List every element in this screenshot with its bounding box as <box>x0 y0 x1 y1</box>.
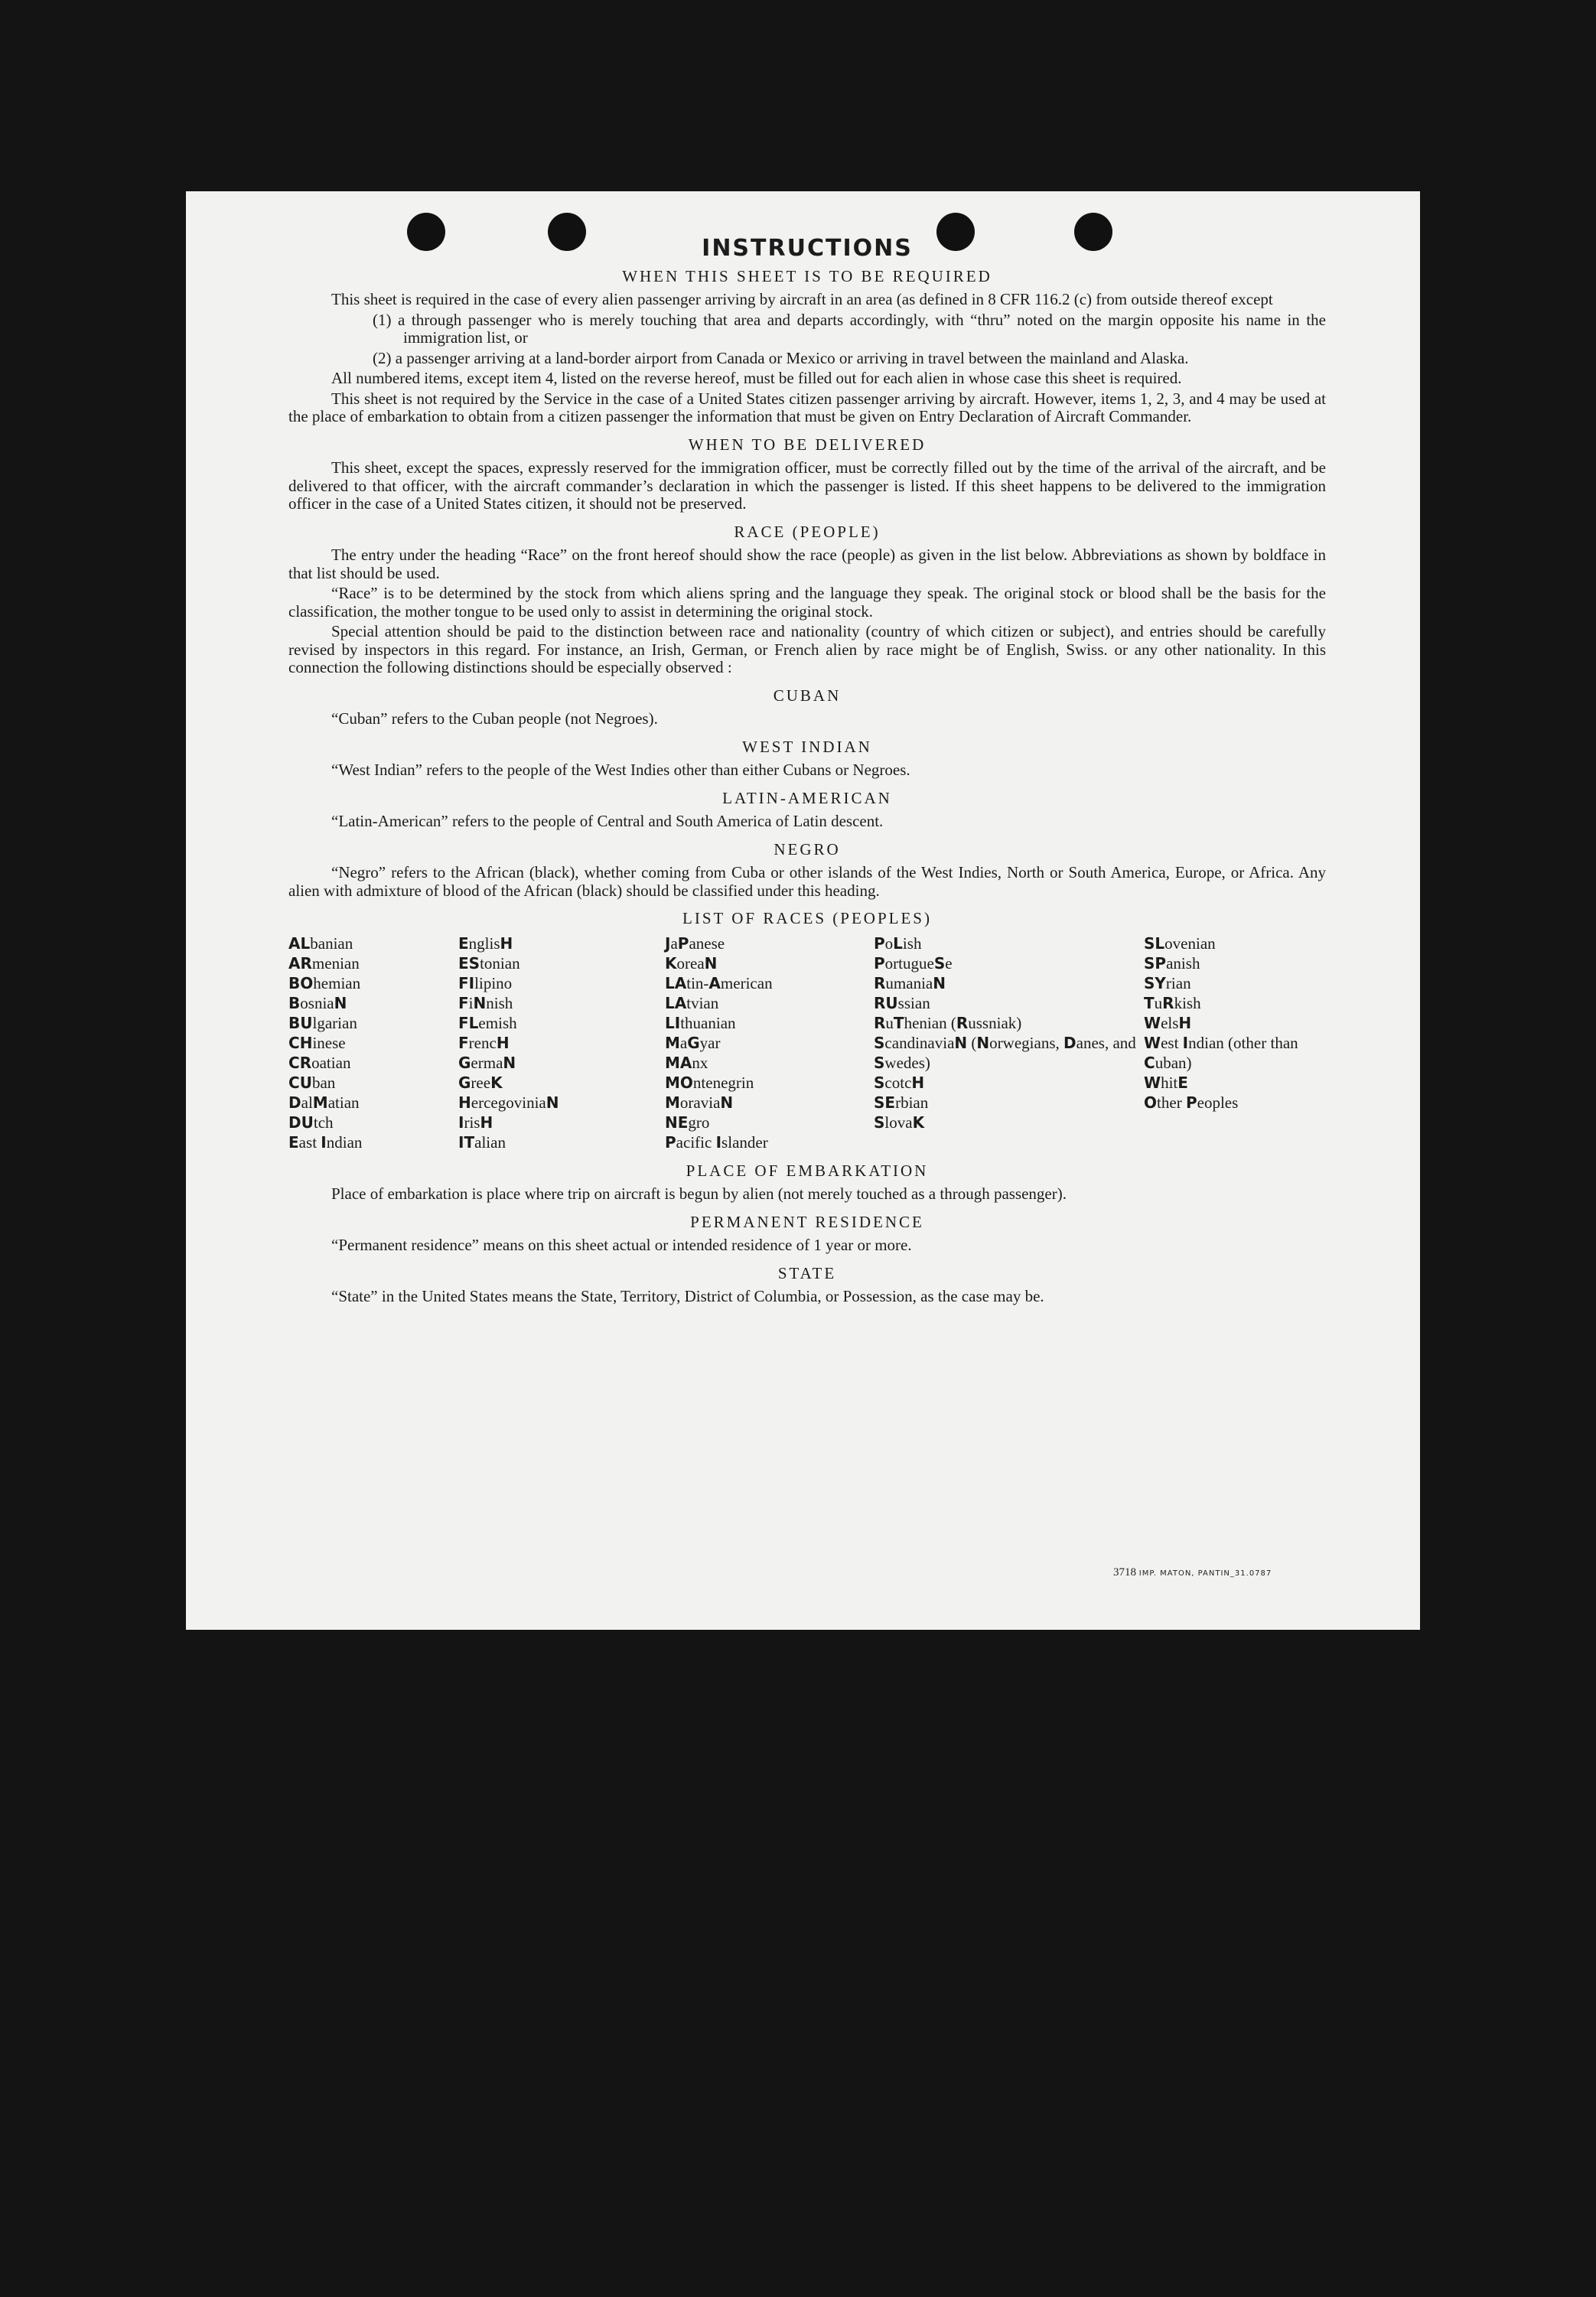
race-entry: KoreaN <box>665 953 718 973</box>
paragraph: “Negro” refers to the African (black), whether coming from Cuba or other islands of the West Indies, North or South America, Europe, or Africa. Any alien with admixture of blood of the African (black) should be classified under this heading. <box>288 863 1326 900</box>
race-entry: BosniaN <box>288 993 347 1012</box>
race-entry: Other Peoples <box>1144 1093 1239 1112</box>
race-entry: SLovenian <box>1144 933 1216 953</box>
section-heading: PERMANENT RESIDENCE <box>690 1212 924 1231</box>
race-entry: DUtch <box>288 1113 334 1132</box>
race-entry: SlovaK <box>874 1113 925 1132</box>
section-heading: LIST OF RACES (PEOPLES) <box>682 909 932 927</box>
race-entry: PortugueSe <box>874 953 953 973</box>
race-entry: GreeK <box>458 1073 503 1092</box>
races-column <box>458 933 665 1152</box>
page-title: INSTRUCTIONS <box>702 235 913 262</box>
race-entry: LAtvian <box>665 993 719 1012</box>
race-entry: EnglisH <box>458 933 513 953</box>
race-entry: RumaniaN <box>874 973 946 992</box>
section-heading: WHEN TO BE DELIVERED <box>688 435 927 454</box>
race-entry: CRoatian <box>288 1053 351 1072</box>
race-entry: SYrian <box>1144 973 1191 992</box>
race-entry: RUssian <box>874 993 930 1012</box>
race-entry: GermaN <box>458 1053 516 1072</box>
paragraph: “Cuban” refers to the Cuban people (not Negroes). <box>331 709 658 728</box>
race-entry: WelsH <box>1144 1013 1192 1032</box>
paragraph: This sheet, except the spaces, expressly reserved for the immigration officer, must be correctly filled out by the time of the arrival of the aircraft, and be delivered to that officer, with the aircraft commander’s declaration in which the passenger is listed. If this sheet happens to be delivered to the immigration officer in the case of a United States citizen, it should not be preserved. <box>288 458 1326 513</box>
paragraph: All numbered items, except item 4, listed on the reverse hereof, must be filled out for each alien in whose case this sheet is required. <box>331 369 1182 387</box>
race-entry: ALbanian <box>288 933 353 953</box>
section-heading: PLACE OF EMBARKATION <box>686 1161 929 1180</box>
section-heading: STATE <box>777 1263 837 1282</box>
race-entry: LIthuanian <box>665 1013 736 1032</box>
paragraph: “Race” is to be determined by the stock from which aliens spring and the language they speak. The original stock or blood shall be the basis for the classification, the mother tongue to be used only to assist in determining the original stock. <box>288 584 1326 621</box>
race-entry: IrisH <box>458 1113 493 1132</box>
print-footer <box>1113 1566 1272 1579</box>
race-entry: FIlipino <box>458 973 513 992</box>
race-entry: East Indian <box>288 1132 363 1152</box>
paragraph: “Latin-American” refers to the people of Central and South America of Latin descent. <box>331 812 884 830</box>
race-entry: ARmenian <box>288 953 360 973</box>
race-entry: LAtin-American <box>665 973 773 992</box>
race-entry: FiNnish <box>458 993 513 1012</box>
section-heading: NEGRO <box>774 839 841 859</box>
paragraph: This sheet is not required by the Service in the case of a United States citizen passenger arriving by aircraft. However, items 1, 2, 3, and 4 may be used at the place of embarkation to obtain from a citizen passenger the information that must be given on Entry Declaration of Aircraft Commander. <box>288 389 1326 425</box>
paragraph: The entry under the heading “Race” on the front hereof should show the race (people) as given in the list below. Abbreviations as shown by boldface in that list should be used. <box>288 546 1326 582</box>
race-entry: ScotcH <box>874 1073 925 1092</box>
list-item: (2) a passenger arriving at a land-border airport from Canada or Mexico or arriving in travel between the mainland and Alaska. <box>373 348 1189 367</box>
race-entry: MOntenegrin <box>665 1073 754 1092</box>
races-column <box>288 933 458 1152</box>
races-column <box>874 933 1144 1152</box>
race-entry: West Indian (other than Cuban) <box>1144 1033 1298 1072</box>
race-entry: ITalian <box>458 1132 506 1152</box>
races-column <box>665 933 874 1152</box>
races-list <box>288 933 1326 1152</box>
paragraph: Special attention should be paid to the distinction between race and nationality (country of which citizen or subject), and entries should be carefully revised by inspectors in this regard. For instance, an Irish, German, or French alien by race might be of English, Swiss. or any other nationality. In this connection the following distinctions should be especially observed : <box>288 622 1326 676</box>
race-entry: ScandinaviaN (Norwegians, Danes, and Swedes) <box>874 1033 1136 1072</box>
race-entry: WhitE <box>1144 1073 1188 1092</box>
section-heading: WHEN THIS SHEET IS TO BE REQUIRED <box>622 266 992 285</box>
paragraph: “State” in the United States means the State, Territory, District of Columbia, or Possession, as the case may be. <box>331 1287 1044 1305</box>
race-entry: MoraviaN <box>665 1093 734 1112</box>
race-entry: Pacific Islander <box>665 1132 768 1152</box>
section-heading: CUBAN <box>773 686 842 705</box>
race-entry: BOhemian <box>288 973 361 992</box>
section-heading: RACE (PEOPLE) <box>734 522 881 541</box>
instructions-content <box>288 233 1326 1308</box>
race-entry: MaGyar <box>665 1033 721 1052</box>
paragraph: “West Indian” refers to the people of the West Indies other than either Cubans or Negroes. <box>331 761 910 779</box>
race-entry: HercegoviniaN <box>458 1093 559 1112</box>
race-entry: CHinese <box>288 1033 346 1052</box>
race-entry: DalMatian <box>288 1093 360 1112</box>
printer-mark: IMP. MATON, PANTIN_31.0787 <box>1138 1569 1272 1578</box>
race-entry: PoLish <box>874 933 922 953</box>
race-entry: JaPanese <box>665 933 725 953</box>
race-entry: TuRkish <box>1144 993 1201 1012</box>
paragraph: Place of embarkation is place where trip on aircraft is begun by alien (not merely touched as a through passenger). <box>331 1184 1067 1203</box>
race-entry: SErbian <box>874 1093 929 1112</box>
race-entry: EStonian <box>458 953 520 973</box>
section-heading: LATIN-AMERICAN <box>722 788 892 807</box>
list-item: (1) a through passenger who is merely touching that area and departs accordingly, with “thru” noted on the margin opposite his name in the immigration list, or <box>373 310 1326 347</box>
form-number: 3718 <box>1113 1566 1136 1579</box>
race-entry: NEgro <box>665 1113 710 1132</box>
paragraph: This sheet is required in the case of every alien passenger arriving by aircraft in an area (as defined in 8 CFR 116.2 (c) from outside thereof except <box>331 290 1273 308</box>
race-entry: FrencH <box>458 1033 510 1052</box>
race-entry: BUlgarian <box>288 1013 357 1032</box>
race-entry: CUban <box>288 1073 336 1092</box>
section-heading: WEST INDIAN <box>742 737 872 756</box>
races-column <box>1144 933 1326 1152</box>
race-entry: SPanish <box>1144 953 1200 973</box>
race-entry: FLemish <box>458 1013 517 1032</box>
paragraph: “Permanent residence” means on this sheet actual or intended residence of 1 year or more. <box>331 1236 912 1254</box>
race-entry: MAnx <box>665 1053 708 1072</box>
race-entry: RuThenian (Russniak) <box>874 1013 1022 1032</box>
